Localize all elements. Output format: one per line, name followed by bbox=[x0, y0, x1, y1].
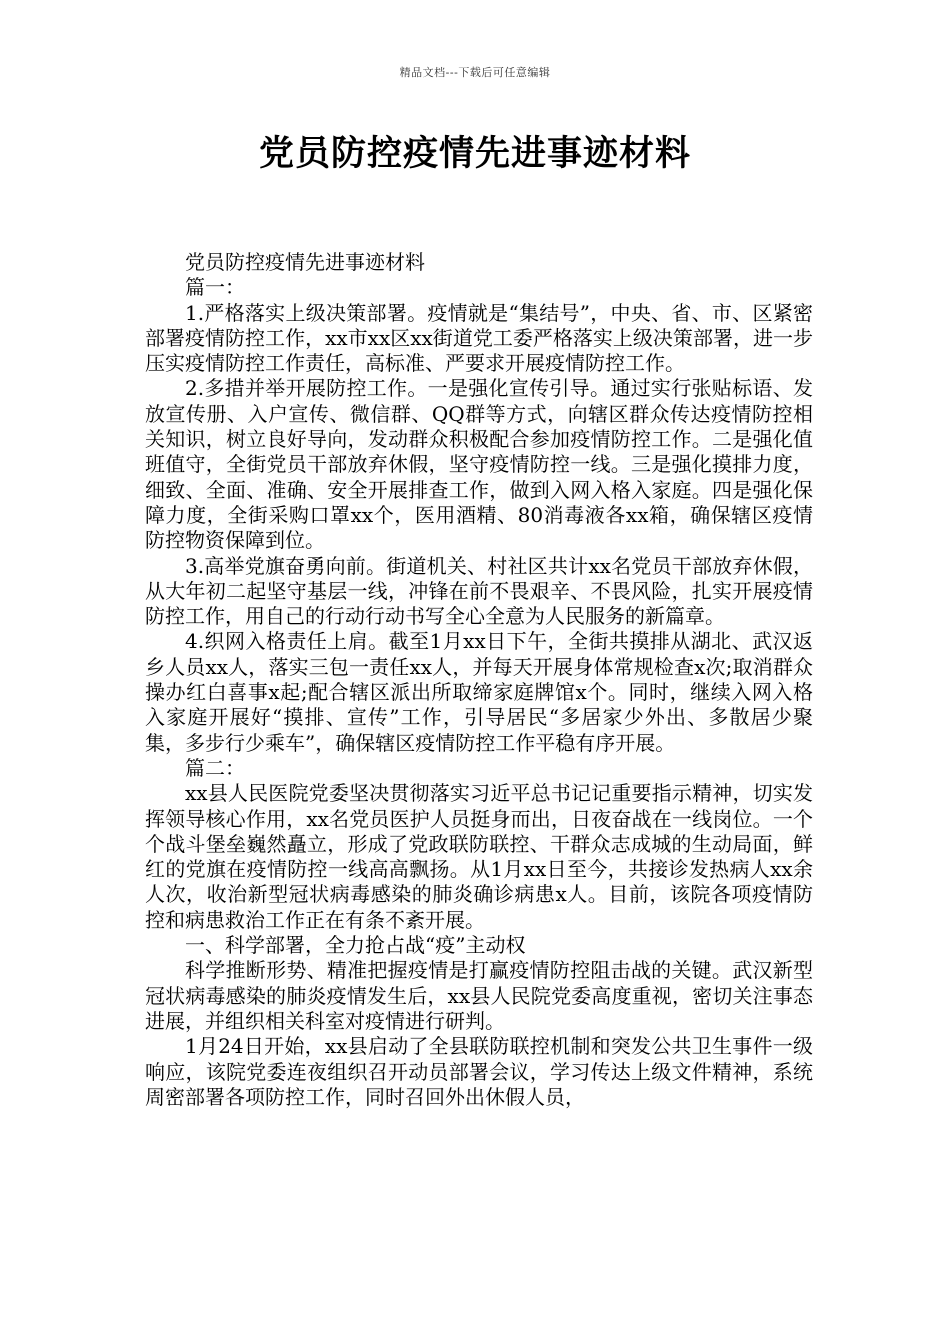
section-heading-part-two: 篇二： bbox=[185, 755, 245, 780]
body-paragraph: 1月24日开始，xx县启动了全县联防联控机制和突发公共卫生事件一级响应，该院党委连夜组织召开动员部署会议，学习传达上级文件精神，系统周密部署各项防控工作，同时召回外出休假人员， bbox=[145, 1034, 813, 1109]
body-paragraph: 3.高举党旗奋勇向前。街道机关、村社区共计xx名党员干部放弃休假，从大年初二起坚守基层一线，冲锋在前不畏艰辛、不畏风险，扎实开展疫情防控工作，用自己的行动行动书写全心全意为人民服务的新篇章。 bbox=[145, 553, 813, 629]
document-title: 党员防控疫情先进事迹材料 bbox=[258, 134, 691, 174]
body-paragraph: 4.织网入格责任上肩。截至1月xx日下午，全街共摸排从湖北、武汉返乡人员xx人，落实三包一责任xx人，并每天开展身体常规检查x次;取消群众操办红白喜事x起;配合辖区派出所取缔家庭牌馆x个。同时，继续入网入格入家庭开展好“摸排、宣传”工作，引导居民“多居家少外出、多散居少聚集，多步行少乘车”，确保辖区疫情防控工作平稳有序开展。 bbox=[145, 629, 813, 755]
document-body bbox=[145, 250, 813, 1110]
body-subtitle: 党员防控疫情先进事迹材料 bbox=[185, 250, 425, 274]
header-note: 精品文档---下载后可任意编辑 bbox=[399, 66, 551, 79]
body-paragraph: xx县人民医院党委坚决贯彻落实习近平总书记记重要指示精神，切实发挥领导核心作用，xx名党员医护人员挺身而出，日夜奋战在一线岗位。一个个战斗堡垒巍然矗立，形成了党政联防联控、干群众志成城的生动局面，鲜红的党旗在疫情防控一线高高飘扬。从1月xx日至今，共接诊发热病人xx余人次，收治新型冠状病毒感染的肺炎确诊病患x人。目前，该院各项疫情防控和病患救治工作正在有条不紊开展。 bbox=[145, 781, 813, 932]
body-paragraph: 1.严格落实上级决策部署。疫情就是“集结号”，中央、省、市、区紧密部署疫情防控工作，xx市xx区xx街道党工委严格落实上级决策部署，进一步压实疫情防控工作责任，高标准、严要求开展疫情防控工作。 bbox=[145, 300, 813, 376]
subsection-heading: 一、科学部署，全力抢占战“疫”主动权 bbox=[185, 933, 526, 958]
body-paragraph: 科学推断形势、精准把握疫情是打赢疫情防控阻击战的关键。武汉新型冠状病毒感染的肺炎疫情发生后，xx县人民院党委高度重视，密切关注事态进展，并组织相关科室对疫情进行研判。 bbox=[145, 958, 813, 1033]
section-heading-part-one: 篇一： bbox=[185, 275, 245, 300]
body-paragraph: 2.多措并举开展防控工作。一是强化宣传引导。通过实行张贴标语、发放宣传册、入户宣传、微信群、QQ群等方式，向辖区群众传达疫情防控相关知识，树立良好导向，发动群众积极配合参加疫情防控工作。二是强化值班值守，全街党员干部放弃休假，坚守疫情防控一线。三是强化摸排力度，细致、全面、准确、安全开展排查工作，做到入网入格入家庭。四是强化保障力度，全街采购口罩xx个，医用酒精、80消毒液各xx箱，确保辖区疫情防控物资保障到位。 bbox=[145, 376, 813, 553]
